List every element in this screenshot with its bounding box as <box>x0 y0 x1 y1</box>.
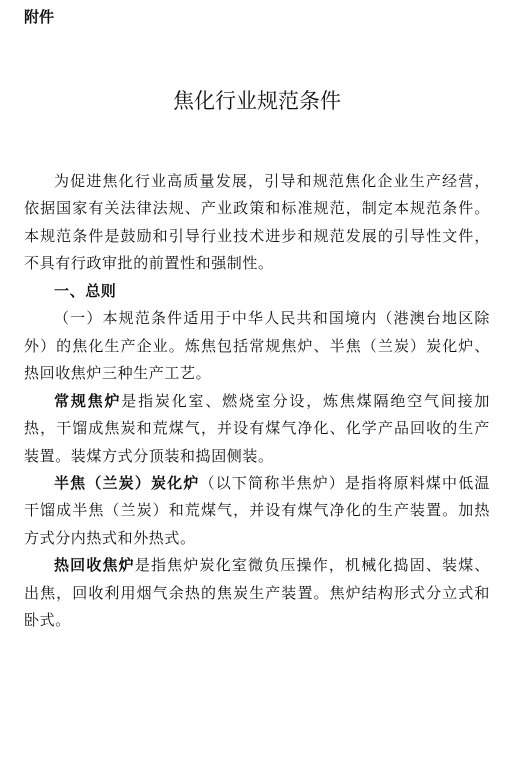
semicoke-furnace-definition: （以下简称半焦炉）是指将原料煤中低温干馏成半焦（兰炭）和荒煤气，并设有煤气净化的生产装置。加热方式分内热式和外热式。 <box>24 473 490 547</box>
intro-paragraph: 为促进焦化行业高质量发展，引导和规范焦化企业生产经营，依据国家有关法律法规、产业政策和标准规范，制定本规范条件。本规范条件是鼓励和引导行业技术进步和规范发展的引导性文件，不具有行政审批的前置性和强制性。 <box>24 172 490 273</box>
heat-recovery-oven-definition: 是指焦炉炭化室微负压操作，机械化捣固、装煤、出焦，回收利用烟气余热的焦炭生产装置。焦炉结构形式分立式和卧式。 <box>24 556 490 630</box>
conventional-coke-oven-definition: 是指炭化室、燃烧室分设，炼焦煤隔绝空气间接加热，干馏成焦炭和荒煤气，并设有煤气净化、化学产品回收的生产装置。装煤方式分顶装和捣固侧装。 <box>24 391 490 465</box>
heat-recovery-oven-term: 热回收焦炉 <box>54 556 135 575</box>
semicoke-furnace-paragraph <box>24 470 490 552</box>
clause-1-paragraph: （一）本规范条件适用于中华人民共和国境内（港澳台地区除外）的焦化生产企业。炼焦包括常规焦炉、半焦（兰炭）炭化炉、热回收焦炉三种生产工艺。 <box>24 309 490 383</box>
conventional-coke-oven-paragraph <box>24 388 490 470</box>
attachment-label: 附件 <box>24 8 55 26</box>
heat-recovery-oven-paragraph <box>24 552 490 634</box>
document-title: 焦化行业规范条件 <box>173 89 341 113</box>
conventional-coke-oven-term: 常规焦炉 <box>54 391 122 410</box>
section-heading-general: 一、总则 <box>54 281 117 300</box>
semicoke-furnace-term: 半焦（兰炭）炭化炉 <box>54 473 200 492</box>
document-body <box>24 168 490 635</box>
